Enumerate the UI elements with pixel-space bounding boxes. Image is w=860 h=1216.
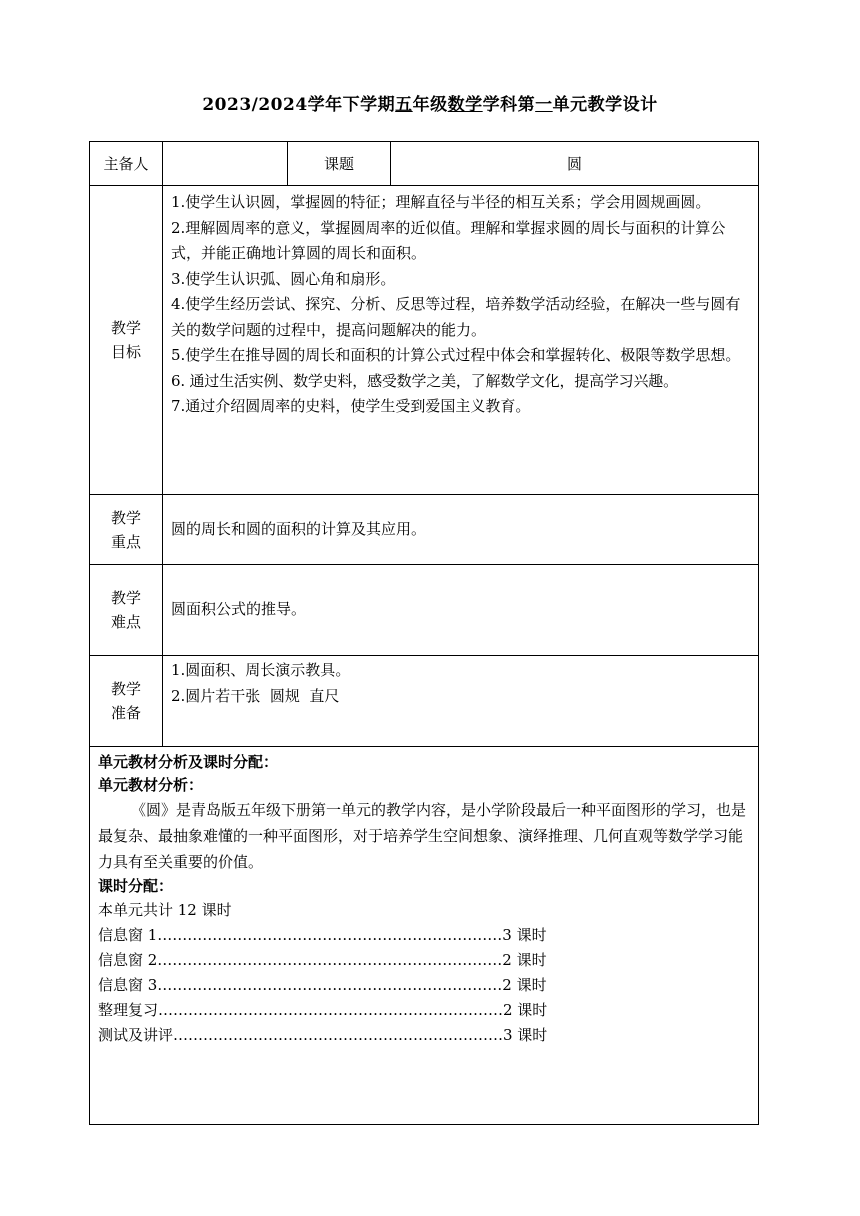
preparer-label: 主备人 (90, 142, 163, 186)
title-grade: 五 (395, 95, 413, 115)
title-subject: 数学 (447, 95, 483, 115)
objective-item: 6. 通过生活实例、数学史料，感受数学之美，了解数学文化，提高学习兴趣。 (171, 371, 678, 390)
objectives-content (163, 186, 759, 495)
topic-label: 课题 (288, 142, 391, 186)
title-unit: 一 (535, 95, 553, 115)
difficulties-label (90, 565, 163, 656)
title-mid1: 年级 (412, 95, 448, 115)
objective-item: 3.使学生认识弧、圆心角和扇形。 (171, 269, 396, 288)
schedule-item: 整理复习……………………………………………………………2 课时 (98, 1001, 548, 1019)
difficulties-label-line2: 难点 (110, 613, 141, 631)
objective-item: 5.使学生在推导圆的周长和面积的计算公式过程中体会和掌握转化、极限等数学思想。 (171, 346, 741, 364)
objective-item: 2.理解圆周率的意义，掌握圆周率的近似值。理解和掌握求圆的周长与面积的计算公式，并能正确地计算圆的周长和面积。 (171, 218, 726, 262)
objectives-label-line2: 目标 (110, 343, 141, 361)
schedule-item: 信息窗 1……………………………………………………………3 课时 (98, 926, 547, 944)
objective-item: 4.使学生经历尝试、探究、分析、反思等过程，培养数学活动经验，在解决一些与圆有关的数学问题的过程中，提高问题解决的能力。 (171, 295, 741, 339)
key-points-content: 圆的周长和圆的面积的计算及其应用。 (163, 495, 759, 565)
schedule-item: 信息窗 3……………………………………………………………2 课时 (98, 976, 547, 994)
key-points-label (90, 495, 163, 565)
topic-value: 圆 (391, 142, 759, 186)
preparer-value (163, 142, 288, 186)
analysis-subheading: 单元教材分析： (98, 776, 204, 794)
title-mid2: 学科第 (482, 95, 536, 115)
analysis-row (90, 747, 759, 1125)
key-points-label-line2: 重点 (110, 532, 141, 551)
preparation-item: 2.圆片若干张 圆规 直尺 (171, 686, 340, 705)
objectives-row (90, 186, 759, 495)
preparation-item: 1.圆面积、周长演示教具。 (171, 661, 351, 679)
objectives-label (90, 186, 163, 495)
page-title (0, 90, 860, 115)
difficulties-content: 圆面积公式的推导。 (163, 565, 759, 656)
preparation-label (90, 656, 163, 747)
analysis-heading: 单元教材分析及课时分配： (98, 753, 279, 771)
key-points-row (90, 495, 759, 565)
key-points-label-line1: 教学 (110, 508, 141, 527)
preparation-content (163, 656, 759, 747)
lesson-design-table (89, 141, 759, 1125)
schedule-item: 测试及讲评…………………………………………………………3 课时 (98, 1026, 548, 1044)
preparation-label-line1: 教学 (110, 680, 141, 698)
title-prefix: 2023/2024学年下学期 (202, 95, 396, 115)
preparation-label-line2: 准备 (110, 704, 141, 722)
schedule-total: 本单元共计 12 课时 (98, 901, 232, 919)
difficulties-row (90, 565, 759, 656)
title-suffix: 单元教学设计 (552, 95, 658, 115)
analysis-paragraph: 《圆》是青岛版五年级下册第一单元的教学内容，是小学阶段最后一种平面图形的学习，也是最复杂、最抽象难懂的一种平面图形，对于培养学生空间想象、演绎推理、几何直观等数学学习能力具有至关重要的价值。 (98, 801, 747, 871)
difficulties-label-line1: 教学 (110, 589, 141, 607)
schedule-item: 信息窗 2……………………………………………………………2 课时 (98, 951, 547, 969)
objective-item: 1.使学生认识圆，掌握圆的特征；理解直径与半径的相互关系；学会用圆规画圆。 (171, 193, 711, 211)
objectives-label-line1: 教学 (110, 319, 141, 337)
analysis-content (90, 747, 759, 1125)
header-row (90, 142, 759, 186)
objective-item: 7.通过介绍圆周率的史料，使学生受到爱国主义教育。 (171, 397, 531, 415)
schedule-heading: 课时分配： (98, 877, 174, 895)
preparation-row (90, 656, 759, 747)
